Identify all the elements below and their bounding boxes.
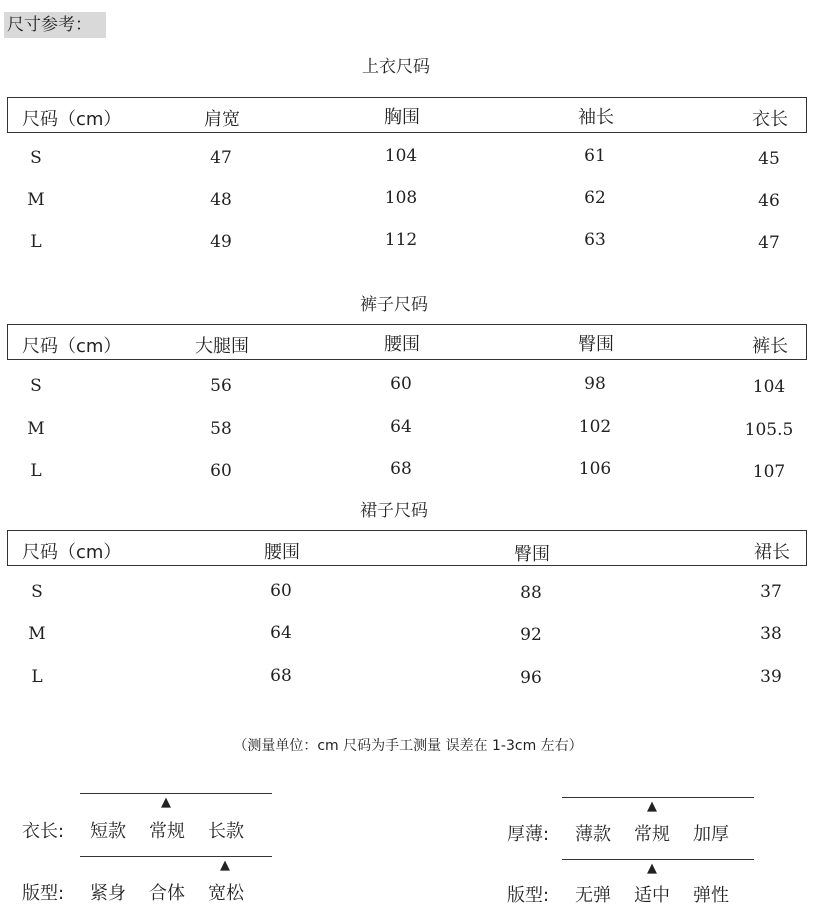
skirt-table-title: 裙子尺码 xyxy=(360,501,428,521)
length-scale-label: 衣长: xyxy=(22,821,65,842)
skirt-header-row xyxy=(7,530,807,566)
table-cell: 112 xyxy=(384,230,418,250)
table-cell: 96 xyxy=(520,668,542,688)
table-row-size: M xyxy=(27,419,45,439)
table-cell: 68 xyxy=(390,459,412,479)
elasticity-option-stretchy: 弹性 xyxy=(693,885,729,906)
pants-table-title: 裤子尺码 xyxy=(360,295,428,315)
table-row-size: L xyxy=(31,667,43,687)
elasticity-scale-label: 版型: xyxy=(507,885,550,906)
thickness-option-regular: 常规 xyxy=(634,824,670,845)
table-row-size: M xyxy=(27,190,45,210)
scale-divider xyxy=(80,856,272,857)
table-cell: 92 xyxy=(520,625,542,645)
thickness-option-thick: 加厚 xyxy=(693,824,729,845)
table-cell: 56 xyxy=(210,376,232,396)
table-cell: 68 xyxy=(270,666,292,686)
skirt-header-length: 裙长 xyxy=(754,542,790,563)
length-option-short: 短款 xyxy=(90,821,126,842)
table-cell: 64 xyxy=(270,623,292,643)
table-cell: 104 xyxy=(384,146,418,166)
table-cell: 60 xyxy=(210,461,232,481)
table-cell: 104 xyxy=(752,377,786,397)
pants-header-thigh: 大腿围 xyxy=(195,336,249,357)
table-cell: 60 xyxy=(390,374,412,394)
table-cell: 106 xyxy=(578,459,612,479)
tops-header-shoulder: 肩宽 xyxy=(204,109,240,130)
pants-header-length: 裤长 xyxy=(752,336,788,357)
table-cell: 108 xyxy=(384,188,418,208)
tops-header-size: 尺码（cm） xyxy=(22,109,122,130)
table-cell: 47 xyxy=(210,148,232,168)
table-row-size: S xyxy=(30,148,42,168)
tops-header-row xyxy=(7,97,807,133)
table-cell: 58 xyxy=(210,419,232,439)
table-cell: 105.5 xyxy=(744,420,794,440)
tops-header-chest: 胸围 xyxy=(384,107,420,128)
table-cell: 49 xyxy=(210,232,232,252)
skirt-header-waist: 腰围 xyxy=(264,542,300,563)
table-row-size: M xyxy=(28,624,46,644)
selected-marker-icon: ▲ xyxy=(647,799,657,814)
thickness-option-thin: 薄款 xyxy=(575,824,611,845)
measurement-note: （测量单位：cm 尺码为手工测量 误差在 1-3cm 左右） xyxy=(233,738,583,754)
table-row-size: L xyxy=(30,232,42,252)
pants-header-waist: 腰围 xyxy=(384,334,420,355)
length-option-regular: 常规 xyxy=(149,821,185,842)
fit-scale-label: 版型: xyxy=(22,883,65,904)
pants-header-hip: 臀围 xyxy=(578,334,614,355)
elasticity-option-moderate: 适中 xyxy=(634,885,670,906)
table-row-size: L xyxy=(30,461,42,481)
fit-option-fitted: 合体 xyxy=(149,883,185,904)
table-row-size: S xyxy=(30,376,42,396)
table-cell: 61 xyxy=(584,146,606,166)
scale-divider xyxy=(562,797,754,798)
table-cell: 107 xyxy=(752,462,786,482)
selected-marker-icon: ▲ xyxy=(161,795,171,810)
skirt-header-size: 尺码（cm） xyxy=(22,542,122,563)
length-option-long: 长款 xyxy=(208,821,244,842)
table-cell: 102 xyxy=(578,417,612,437)
size-reference-heading: 尺寸参考： xyxy=(4,12,106,38)
scale-divider xyxy=(562,859,754,860)
table-cell: 46 xyxy=(758,191,780,211)
fit-option-tight: 紧身 xyxy=(90,883,126,904)
tops-header-length: 衣长 xyxy=(752,109,788,130)
selected-marker-icon: ▲ xyxy=(647,861,657,876)
table-cell: 45 xyxy=(758,149,780,169)
table-cell: 47 xyxy=(758,233,780,253)
table-cell: 39 xyxy=(760,667,782,687)
thickness-scale-label: 厚薄: xyxy=(507,824,550,845)
table-cell: 37 xyxy=(760,582,782,602)
table-cell: 63 xyxy=(584,230,606,250)
fit-option-loose: 宽松 xyxy=(208,883,244,904)
table-row-size: S xyxy=(31,582,43,602)
selected-marker-icon: ▲ xyxy=(220,858,230,873)
table-cell: 48 xyxy=(210,190,232,210)
pants-header-size: 尺码（cm） xyxy=(22,336,122,357)
tops-header-sleeve: 袖长 xyxy=(578,107,614,128)
tops-table-title: 上衣尺码 xyxy=(362,57,430,77)
skirt-header-hip: 臀围 xyxy=(514,544,550,565)
table-cell: 60 xyxy=(270,581,292,601)
table-cell: 62 xyxy=(584,188,606,208)
table-cell: 38 xyxy=(760,624,782,644)
pants-header-row xyxy=(7,324,807,360)
table-cell: 64 xyxy=(390,417,412,437)
table-cell: 98 xyxy=(584,374,606,394)
scale-divider xyxy=(80,793,272,794)
elasticity-option-none: 无弹 xyxy=(575,885,611,906)
table-cell: 88 xyxy=(520,583,542,603)
